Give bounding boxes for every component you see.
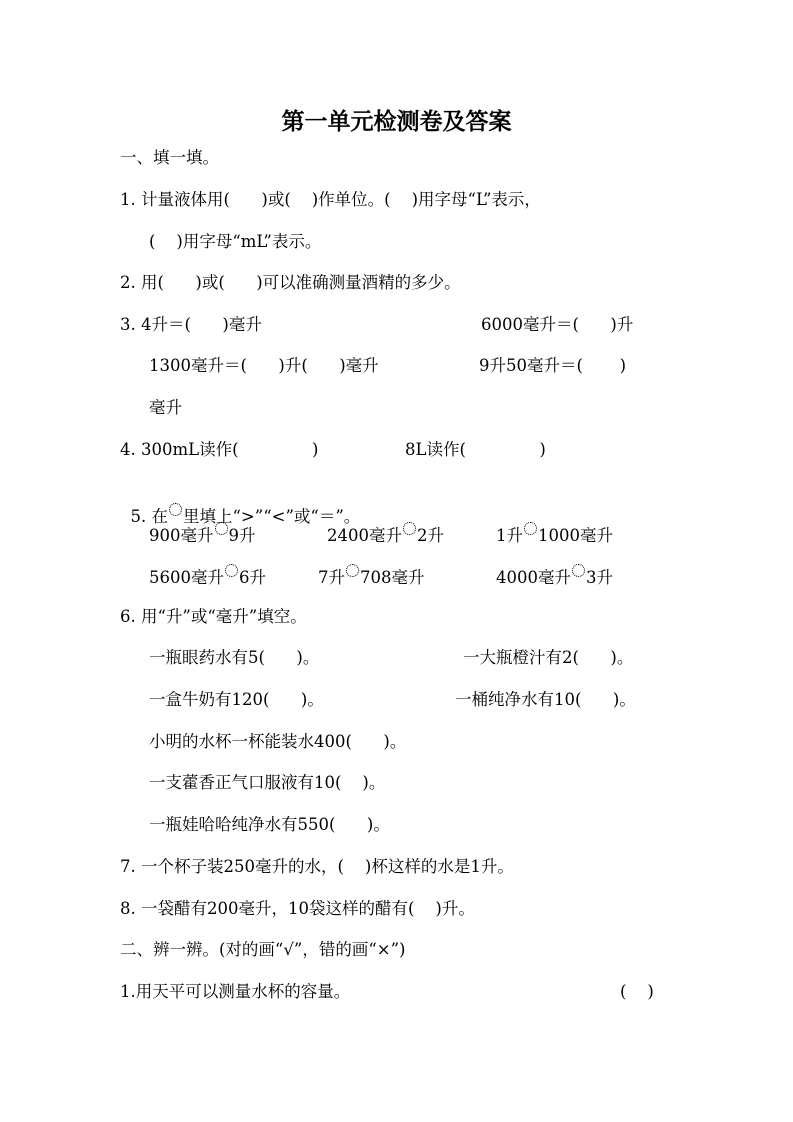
compare-right: 6升 <box>239 568 266 587</box>
compare-left: 5600毫升 <box>149 568 224 587</box>
dotted-circle-icon[interactable] <box>346 564 359 577</box>
dotted-circle-icon[interactable] <box>215 522 228 535</box>
compare-right: 3升 <box>586 568 613 587</box>
compare-item <box>149 522 256 547</box>
unit-fill-item: 一瓶娃哈哈纯净水有550( )。 <box>149 815 390 834</box>
judge-answer-bracket[interactable]: ( ) <box>620 982 654 1001</box>
question-3e: 毫升 <box>149 398 182 417</box>
compare-item <box>318 564 425 589</box>
compare-item <box>496 564 613 589</box>
dotted-circle-icon[interactable] <box>524 522 537 535</box>
unit-fill-item: 小明的水杯一杯能装水400( )。 <box>149 732 407 751</box>
question-2: 2. 用( )或( )可以准确测量酒精的多少。 <box>120 273 461 292</box>
compare-item <box>496 522 613 547</box>
question-5-prompt <box>120 481 360 528</box>
compare-right: 2升 <box>417 526 444 545</box>
dotted-circle-icon[interactable] <box>403 522 416 535</box>
compare-left: 7升 <box>318 568 345 587</box>
question-4b: 8L读作( ) <box>405 440 546 459</box>
compare-left: 1升 <box>496 526 523 545</box>
unit-fill-item: 一大瓶橙汁有2( )。 <box>463 648 634 667</box>
question-5-prompt-pre: 5. 在 <box>130 507 168 526</box>
compare-right: 708毫升 <box>360 568 425 587</box>
judge-question-1: 1.用天平可以测量水杯的容量。 <box>120 982 351 1001</box>
question-8: 8. 一袋醋有200毫升，10袋这样的醋有( )升。 <box>120 899 475 918</box>
compare-left: 900毫升 <box>149 526 214 545</box>
question-5-prompt-post: 里填上“>”“<”或“＝”。 <box>183 507 361 526</box>
section1-heading: 一、填一填。 <box>120 148 219 167</box>
compare-item <box>327 522 444 547</box>
question-3a: 3. 4升＝( )毫升 <box>120 315 262 334</box>
compare-left: 4000毫升 <box>496 568 571 587</box>
compare-item <box>149 564 266 589</box>
question-1-line2: ( )用字母“mL”表示。 <box>149 232 322 251</box>
question-7: 7. 一个杯子装250毫升的水，( )杯这样的水是1升。 <box>120 857 514 876</box>
question-3d: 9升50毫升＝( ) <box>479 356 627 375</box>
question-4a: 4. 300mL读作( ) <box>120 440 319 459</box>
compare-right: 1000毫升 <box>538 526 613 545</box>
dotted-circle-icon[interactable] <box>572 564 585 577</box>
question-6-prompt: 6. 用“升”或“毫升”填空。 <box>120 607 307 626</box>
question-3b: 6000毫升＝( )升 <box>481 315 634 334</box>
question-3c: 1300毫升＝( )升( )毫升 <box>149 356 379 375</box>
dotted-circle-icon[interactable] <box>225 564 238 577</box>
unit-fill-item: 一支藿香正气口服液有10( )。 <box>149 773 386 792</box>
unit-fill-item: 一桶纯净水有10( )。 <box>455 690 636 709</box>
unit-fill-item: 一盒牛奶有120( )。 <box>149 690 324 709</box>
question-1-line1: 1. 计量液体用( )或( )作单位。( )用字母“L”表示， <box>120 190 541 209</box>
section2-heading: 二、辨一辨。(对的画“√”，错的画“×”) <box>120 940 406 959</box>
compare-right: 9升 <box>228 526 256 545</box>
page-title: 第一单元检测卷及答案 <box>281 109 512 135</box>
compare-left: 2400毫升 <box>327 526 402 545</box>
unit-fill-item: 一瓶眼药水有5( )。 <box>149 648 320 667</box>
dotted-circle-icon <box>169 503 182 516</box>
